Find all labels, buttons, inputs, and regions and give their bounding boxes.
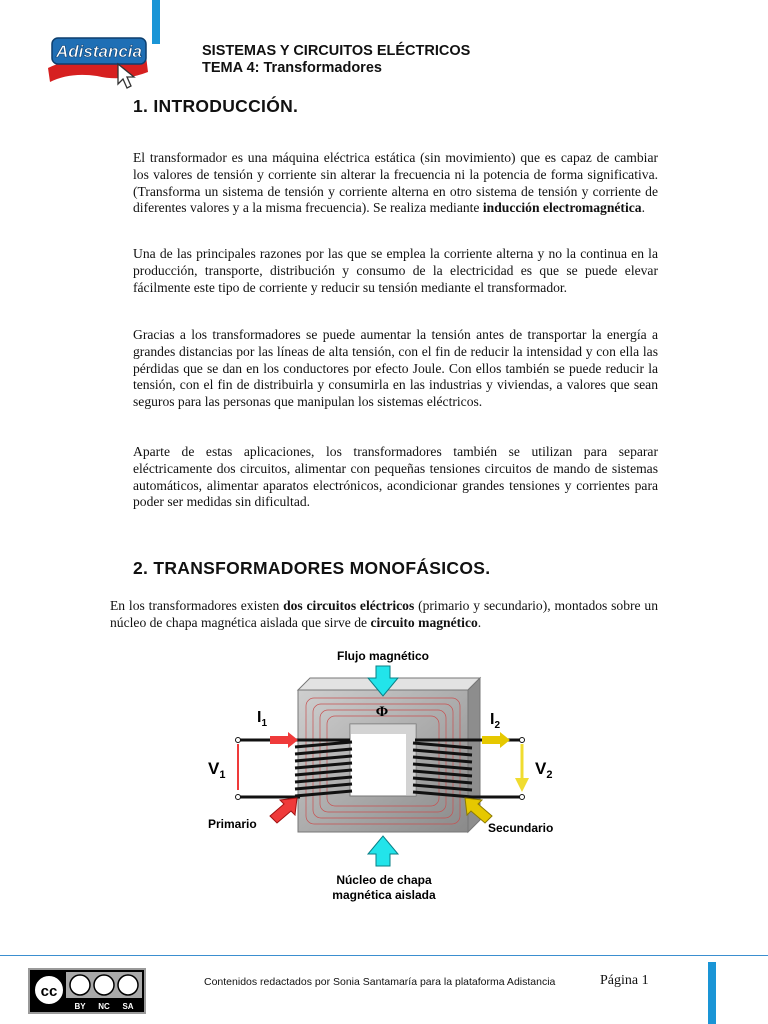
primary-pointer-icon [270,798,297,823]
intro-paragraph-3: Gracias a los transformadores se puede aumentar la tensión antes de transportar la energía a grandes distancias por las líneas de alta tensión, con el fin de reducir la intensidad y con ella las pérdidas que se dan en los conductores por efecto Joule. Con ellos también se puede reducir la tensión, con el fin de distribuirla y consumirla en las industrias y viviendas, a valores que sean seguros para las personas que manipulan los sistemas eléctricos. [133,327,658,410]
sa-icon [118,975,138,995]
footer-divider [0,955,768,956]
adistancia-logo [42,30,154,94]
section-2-heading: 2. TRANSFORMADORES MONOFÁSICOS. [133,558,491,578]
svg-text:NC: NC [98,1002,110,1011]
bold-term-induccion: inducción electromagnética [482,200,642,216]
bold-term-circuito-magnetico: circuito magnético [370,614,478,630]
voltage-v2-arrow-icon [515,778,529,792]
current-i1-arrow-icon [270,732,298,748]
primary-terminal-bottom [236,795,241,800]
magnetic-core [298,678,480,832]
svg-text:BY: BY [74,1002,86,1011]
intro-paragraph-1: El transformador es una máquina eléctrica estática (sin movimiento) que es capaz de cambiar los valores de tensión y corriente sin alterar la frecuencia ni la potencia de forma significativa. (Transforma un sistema de tensión y corriente alterna en otro sistema de tensión y corriente de diferentes valores y a la misma frecuencia). Se realiza mediante inducción electromagnética. [133,150,658,216]
intro-paragraph-2: Una de las principales razones por las que se emplea la corriente alterna y no la continua en la producción, transporte, distribución y consumo de la electricidad es que se puede elevar fácilmente este tipo de corriente y reducir su tensión mediante el transformador. [133,246,658,295]
intro-paragraph-4: Aparte de estas aplicaciones, los transformadores también se utilizan para separar eléctricamente dos circuitos, alimentar con pequeñas tensiones circuitos de mando de sistemas automáticos, alimentar aparatos electrónicos, acondicionar grandes tensiones y corrientes para poder ser medidas sin dificultad. [133,444,658,510]
current-i2-label: $I_2$ [490,711,501,731]
nc-icon [94,975,114,995]
voltage-v1-label: $V_1$ [208,759,226,781]
primary-label: Primario [208,817,257,831]
voltage-v2-label: $V_2$ [535,759,553,781]
svg-text:SA: SA [122,1002,134,1011]
transformer-diagram-svg [200,640,570,915]
current-i2-arrow-icon [482,732,510,748]
header-topic: TEMA 4: Transformadores [202,60,382,76]
header-subject: SISTEMAS Y CIRCUITOS ELÉCTRICOS [202,43,471,59]
bottom-accent-bar [708,962,716,1024]
secondary-terminal-top [520,738,525,743]
core-label-line-2: magnética aislada [332,888,436,902]
core-label-line-1: Núcleo de chapa [336,873,432,887]
phi-symbol: Φ [375,704,389,720]
footer-credit: Contenidos redactados por Sonia Santamaría para la plataforma Adistancia [204,976,556,988]
by-icon [70,975,90,995]
license-badge [28,968,146,1014]
logo-text: Adistancia [56,42,142,61]
primary-terminal-top [236,738,241,743]
flux-label: Flujo magnético [336,649,430,663]
secondary-terminal-bottom [520,795,525,800]
current-i1-label: $I_1$ [257,709,268,729]
secondary-label: Secundario [488,821,554,835]
core-pointer-icon [368,836,398,866]
page-number: Página 1 [600,973,649,988]
section-1-heading: 1. INTRODUCCIÓN. [133,96,299,116]
bold-term-circuitos: dos circuitos eléctricos [283,598,415,613]
transformer-diagram [200,640,570,915]
monofasicos-paragraph: En los transformadores existen dos circuitos eléctricos (primario y secundario), montados sobre un núcleo de chapa magnética aislada que sirve de circuito magnético. [110,598,658,630]
cc-icon-text: cc [40,983,58,1000]
